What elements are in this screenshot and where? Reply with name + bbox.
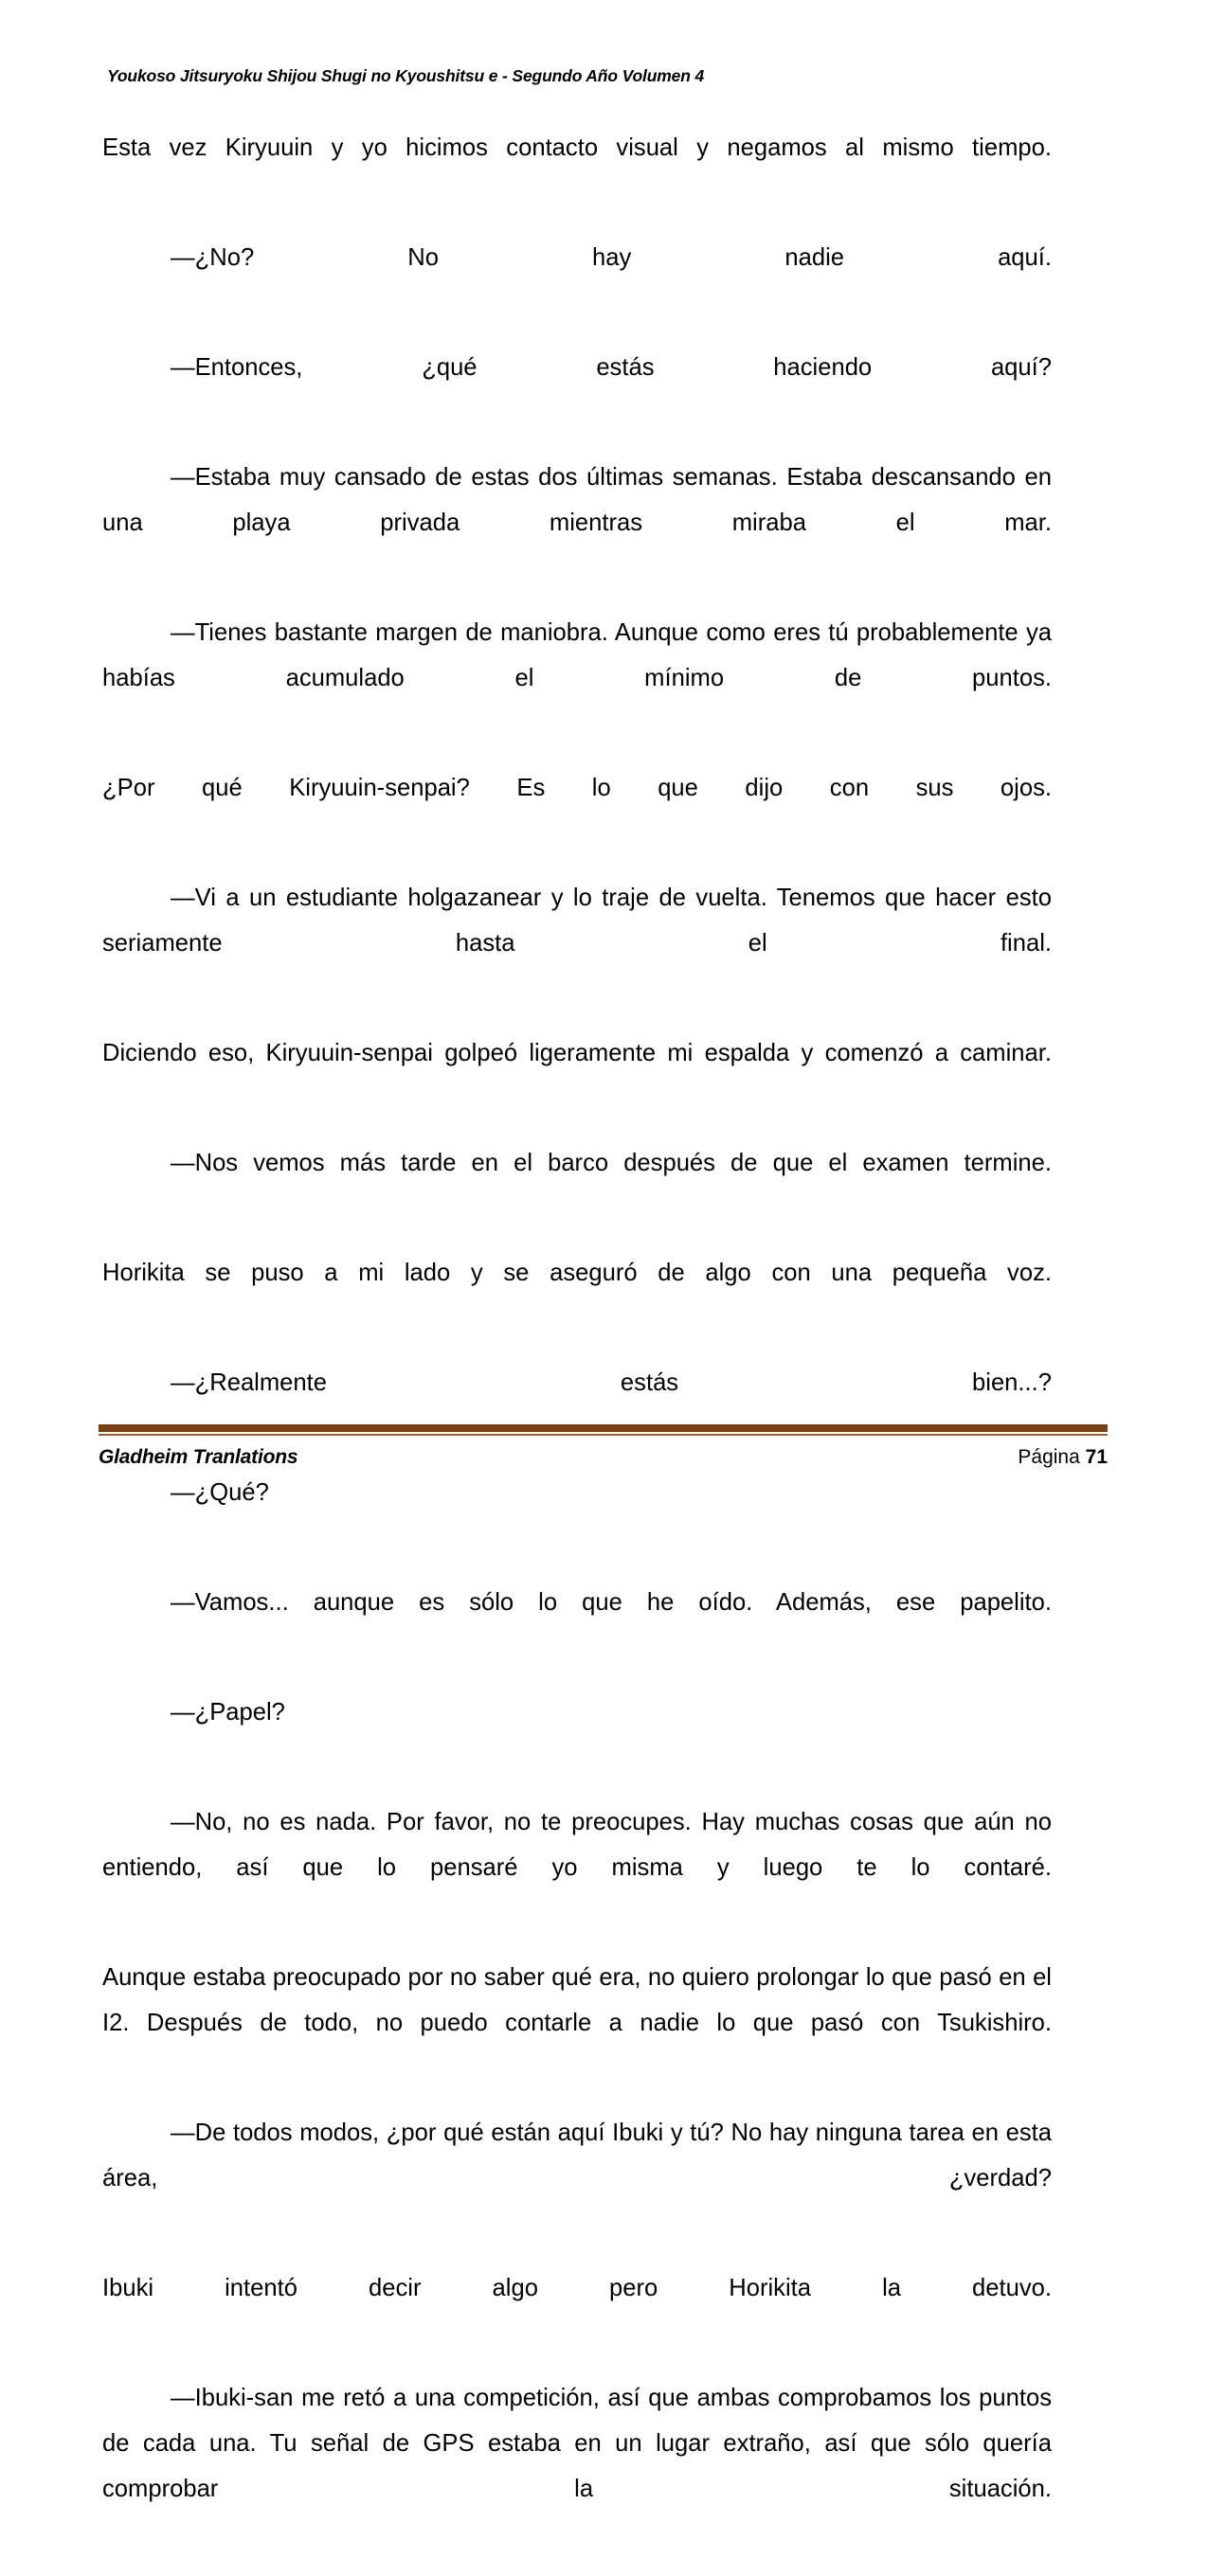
footer-brand-label: Gladheim Tranlations bbox=[99, 1446, 298, 1468]
running-header-title: Youkoso Jitsuryoku Shijou Shugi no Kyoushitsu e - Segundo Año Volumen 4 bbox=[107, 66, 705, 85]
dialogue-paragraph: —Ibuki-san me retó a una competición, así que ambas comprobamos los puntos de cada una. Tu señal de GPS estaba en un lugar extraño, así que sólo quería comprobar la situación. bbox=[102, 2385, 1052, 2502]
dialogue-paragraph: —¿Qué? bbox=[171, 1479, 269, 1506]
narration-paragraph: Aunque estaba preocupado por no saber qué era, no quiero prolongar lo que pasó en el I2. Después de todo, no puedo contarle a nadie lo que pasó con Tsukishiro. bbox=[102, 1964, 1052, 2036]
footer-rule-thin-bar bbox=[99, 1434, 1108, 1436]
dialogue-paragraph: —¿Papel? bbox=[171, 1699, 285, 1726]
dialogue-paragraph: —De todos modos, ¿por qué están aquí Ibuki y tú? No hay ninguna tarea en esta área, ¿verdad? bbox=[102, 2120, 1052, 2191]
narration-paragraph: Diciendo eso, Kiryuuin-senpai golpeó ligeramente mi espalda y comenzó a caminar. bbox=[102, 1040, 1052, 1066]
footer-content-row bbox=[99, 1446, 1108, 1469]
dialogue-paragraph: —Entonces, ¿qué estás haciendo aquí? bbox=[171, 354, 1052, 381]
body-text-column bbox=[102, 125, 1052, 2576]
footer-page-indicator bbox=[1018, 1446, 1108, 1469]
dialogue-paragraph: —No, no es nada. Por favor, no te preocupes. Hay muchas cosas que aún no entiendo, así que lo pensaré yo misma y luego te lo contaré. bbox=[102, 1809, 1052, 1881]
page-number: 71 bbox=[1085, 1446, 1108, 1468]
dialogue-paragraph: —Vi a un estudiante holgazanear y lo traje de vuelta. Tenemos que hacer esto seriamente hasta el final. bbox=[102, 885, 1052, 957]
footer-divider-rule bbox=[99, 1424, 1108, 1436]
narration-paragraph: Horikita se puso a mi lado y se aseguró de algo con una pequeña voz. bbox=[102, 1260, 1052, 1286]
page-label: Página bbox=[1018, 1446, 1080, 1468]
dialogue-paragraph: —Vamos... aunque es sólo lo que he oído. Además, ese papelito. bbox=[171, 1589, 1052, 1616]
dialogue-paragraph: —¿No? No hay nadie aquí. bbox=[171, 244, 1052, 271]
narration-paragraph: Ibuki intentó decir algo pero Horikita la detuvo. bbox=[102, 2275, 1052, 2301]
narration-paragraph: Esta vez Kiryuuin y yo hicimos contacto visual y negamos al mismo tiempo. bbox=[102, 134, 1052, 161]
narration-paragraph: ¿Por qué Kiryuuin-senpai? Es lo que dijo con sus ojos. bbox=[102, 775, 1052, 801]
page-footer bbox=[99, 1424, 1108, 1469]
dialogue-paragraph: —Nos vemos más tarde en el barco después de que el examen termine. bbox=[171, 1150, 1052, 1176]
footer-rule-thick-bar bbox=[99, 1424, 1108, 1432]
dialogue-paragraph: —Tienes bastante margen de maniobra. Aunque como eres tú probablemente ya habías acumulado el mínimo de puntos. bbox=[102, 619, 1052, 691]
dialogue-paragraph: —¿Realmente estás bien...? bbox=[171, 1369, 1052, 1396]
dialogue-paragraph: —Estaba muy cansado de estas dos últimas semanas. Estaba descansando en una playa privada mientras miraba el mar. bbox=[102, 464, 1052, 536]
